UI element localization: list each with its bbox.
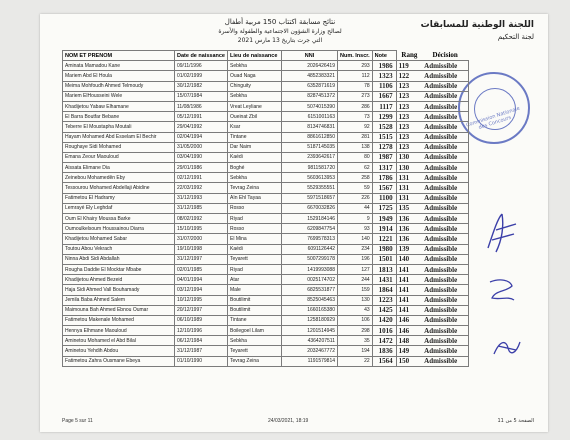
cell-note: 1317 (372, 163, 396, 173)
cell-decision: Admissible (422, 326, 468, 336)
cell-note: 1221 (372, 234, 396, 244)
cell-decision: Admissible (422, 152, 468, 162)
cell-rang: 141 (396, 285, 422, 295)
table-row (63, 254, 469, 264)
cell-inscription: 196 (338, 254, 373, 264)
cell-rang: 148 (396, 336, 422, 346)
header-nni: NNI (282, 51, 338, 61)
cell-inscription: 78 (338, 81, 373, 91)
cell-name: Aminetou Yehdih Abdou (63, 346, 175, 356)
header-name: NOM ET PRENOM (63, 51, 175, 61)
cell-rang: 131 (396, 183, 422, 193)
cell-dob: 29/04/1992 (175, 122, 228, 132)
signature-3 (490, 336, 524, 360)
cell-dob: 05/12/1991 (175, 112, 228, 122)
cell-rang: 123 (396, 132, 422, 142)
cell-inscription: 43 (338, 305, 373, 315)
table-row (63, 152, 469, 162)
cell-pob: Boilegoel Lilam (228, 326, 282, 336)
cell-dob: 29/01/1986 (175, 163, 228, 173)
cell-pob: Sebkha (228, 173, 282, 183)
cell-nni: 1529184146 (282, 214, 338, 224)
table-row (63, 214, 469, 224)
cell-pob: El Mina (228, 234, 282, 244)
header-inscription: Num. Inscr. (338, 51, 373, 61)
cell-dob: 11/08/1986 (175, 101, 228, 111)
cell-rang: 123 (396, 101, 422, 111)
cell-rang: 141 (396, 275, 422, 285)
cell-pob: Dar Naim (228, 142, 282, 152)
cell-inscription: 35 (338, 336, 373, 346)
cell-decision: Admissible (422, 71, 468, 81)
cell-name: Khadijetou Mohamed Sabar (63, 234, 175, 244)
cell-pob: Kaédi (228, 152, 282, 162)
table-row (63, 183, 469, 193)
cell-note: 1567 (372, 183, 396, 193)
cell-pob: Kaédi (228, 244, 282, 254)
table-row (63, 305, 469, 315)
cell-note: 1725 (372, 203, 396, 213)
cell-inscription: 93 (338, 224, 373, 234)
cell-note: 1836 (372, 346, 396, 356)
cell-decision: Admissible (422, 91, 468, 101)
cell-dob: 30/12/1982 (175, 81, 228, 91)
cell-inscription: 234 (338, 244, 373, 254)
cell-pob: Tintane (228, 132, 282, 142)
cell-dob: 22/03/1992 (175, 183, 228, 193)
cell-dob: 08/02/1992 (175, 214, 228, 224)
cell-dob: 31/12/1985 (175, 203, 228, 213)
cell-rang: 135 (396, 203, 422, 213)
cell-note: 1323 (372, 71, 396, 81)
official-stamp (458, 72, 530, 144)
cell-name: Meima Mohfoudh Ahmed Telmoudy (63, 81, 175, 91)
results-table (62, 50, 469, 367)
cell-name: Aminetou Mohamed el Abd Bilal (63, 336, 175, 346)
cell-dob: 03/04/1990 (175, 152, 228, 162)
table-row (63, 264, 469, 274)
cell-name: Mariem ElHousseini Wele (63, 91, 175, 101)
cell-pob: Ksar (228, 122, 282, 132)
table-row (63, 101, 469, 111)
cell-rang: 140 (396, 254, 422, 264)
table-header-row (63, 51, 469, 61)
cell-name: Fatimetou El Hadramy (63, 193, 175, 203)
cell-nni: 1660165380 (282, 305, 338, 315)
cell-inscription: 92 (338, 122, 373, 132)
cell-rang: 141 (396, 305, 422, 315)
cell-pob: Sebkha (228, 336, 282, 346)
cell-dob: 15/10/1995 (175, 224, 228, 234)
cell-nni: 7699578313 (282, 234, 338, 244)
cell-note: 1431 (372, 275, 396, 285)
cell-decision: Admissible (422, 101, 468, 111)
cell-dob: 31/12/1993 (175, 193, 228, 203)
cell-dob: 06/10/1989 (175, 315, 228, 325)
cell-decision: Admissible (422, 305, 468, 315)
cell-inscription: 273 (338, 91, 373, 101)
cell-nni: 8287451372 (282, 91, 338, 101)
cell-pob: Tintane (228, 315, 282, 325)
cell-rang: 131 (396, 193, 422, 203)
cell-pob: Rosso (228, 203, 282, 213)
cell-note: 1278 (372, 142, 396, 152)
cell-note: 1420 (372, 315, 396, 325)
cell-name: Ninna Abdi Sidi Abdallah (63, 254, 175, 264)
cell-decision: Admissible (422, 173, 468, 183)
cell-decision: Admissible (422, 142, 468, 152)
header-dob: Date de naissance (175, 51, 228, 61)
cell-pob: Boghé (228, 163, 282, 173)
cell-pob: Vreat Leyliane (228, 101, 282, 111)
cell-inscription: 286 (338, 101, 373, 111)
cell-decision: Admissible (422, 214, 468, 224)
cell-nni: 1419993088 (282, 264, 338, 274)
cell-dob: 09/11/1996 (175, 61, 228, 71)
cell-rang: 146 (396, 315, 422, 325)
cell-inscription: 106 (338, 315, 373, 325)
cell-inscription: 59 (338, 183, 373, 193)
cell-nni: 2026426419 (282, 61, 338, 71)
cell-name: Lemrayé Ely Leghdaf (63, 203, 175, 213)
cell-dob: 10/12/1995 (175, 295, 228, 305)
cell-rang: 136 (396, 234, 422, 244)
signature-1 (482, 210, 522, 256)
cell-pob: Tevrag Zeina (228, 356, 282, 366)
table-row (63, 142, 469, 152)
cell-name: Fatimetou Makenale Mohamed (63, 315, 175, 325)
cell-inscription: 281 (338, 132, 373, 142)
cell-name: Mariem Abd El Houla (63, 71, 175, 81)
cell-nni: 6670032826 (282, 203, 338, 213)
signature-2 (486, 276, 518, 304)
cell-inscription: 298 (338, 326, 373, 336)
cell-name: Rougha Daddie El Mocktar Mbabe (63, 264, 175, 274)
cell-rang: 136 (396, 214, 422, 224)
header-pob: Lieu de naissance (228, 51, 282, 61)
cell-decision: Admissible (422, 285, 468, 295)
cell-nni: 9811581720 (282, 163, 338, 173)
results-date-arabic: التي جرت بتاريخ 13 مارس 2021 (237, 37, 323, 44)
cell-name: Zeinebou Mohamedên Eby (63, 173, 175, 183)
table-row (63, 163, 469, 173)
cell-decision: Admissible (422, 275, 468, 285)
cell-decision: Admissible (422, 183, 468, 193)
table-row (63, 132, 469, 142)
cell-rang: 149 (396, 346, 422, 356)
table-row (63, 285, 469, 295)
cell-dob: 15/07/1984 (175, 91, 228, 101)
cell-inscription: 130 (338, 295, 373, 305)
cell-dob: 01/10/1990 (175, 356, 228, 366)
cell-nni: 6209847754 (282, 224, 338, 234)
cell-decision: Admissible (422, 224, 468, 234)
cell-decision: Admissible (422, 122, 468, 132)
table-row (63, 81, 469, 91)
cell-decision: Admissible (422, 203, 468, 213)
cell-pob: Riyad (228, 214, 282, 224)
document-page (40, 14, 548, 432)
cell-note: 1223 (372, 295, 396, 305)
cell-rang: 131 (396, 173, 422, 183)
cell-inscription: 44 (338, 203, 373, 213)
table-row (63, 193, 469, 203)
header-note: Note (372, 51, 396, 61)
cell-note: 1528 (372, 122, 396, 132)
cell-decision: Admissible (422, 163, 468, 173)
cell-note: 1980 (372, 244, 396, 254)
cell-name: Oum El Khairy Moussa Barke (63, 214, 175, 224)
cell-nni: 6825531877 (282, 285, 338, 295)
cell-pob: Boutilimit (228, 305, 282, 315)
cell-nni: 6091126442 (282, 244, 338, 254)
cell-decision: Admissible (422, 315, 468, 325)
print-timestamp: 24/03/2021, 18:19 (268, 418, 309, 424)
table-row (63, 356, 469, 366)
cell-inscription: 22 (338, 356, 373, 366)
jury-subtitle-arabic: لجنة التحكيم (497, 33, 534, 41)
cell-note: 1117 (372, 101, 396, 111)
cell-note: 1515 (372, 132, 396, 142)
org-title-arabic: اللجنة الوطنية للمسابقات (420, 20, 534, 30)
cell-pob: Rosso (228, 224, 282, 234)
cell-rang: 139 (396, 244, 422, 254)
cell-nni: 5007299178 (282, 254, 338, 264)
cell-inscription: 9 (338, 214, 373, 224)
cell-nni: 2032467772 (282, 346, 338, 356)
cell-note: 1100 (372, 193, 396, 203)
cell-rang: 123 (396, 142, 422, 152)
cell-name: Haja Sidi Ahmed Vall Bouhamady (63, 285, 175, 295)
table-row (63, 295, 469, 305)
cell-inscription: 244 (338, 275, 373, 285)
cell-nni: 6151001163 (282, 112, 338, 122)
cell-rang: 136 (396, 224, 422, 234)
cell-note: 1986 (372, 61, 396, 71)
cell-dob: 04/01/1994 (175, 275, 228, 285)
cell-nni: 5603613953 (282, 173, 338, 183)
cell-inscription: 112 (338, 71, 373, 81)
cell-decision: Admissible (422, 356, 468, 366)
cell-decision: Admissible (422, 264, 468, 274)
table-row (63, 336, 469, 346)
cell-decision: Admissible (422, 234, 468, 244)
cell-note: 1472 (372, 336, 396, 346)
cell-dob: 20/12/1997 (175, 305, 228, 315)
cell-pob: Male (228, 285, 282, 295)
cell-name: Khadijetou Ahmed Bezeid (63, 275, 175, 285)
cell-inscription: 127 (338, 264, 373, 274)
cell-name: Maimouna Bah Ahmed Ebnou Oumar (63, 305, 175, 315)
cell-name: Aissata Elimane Dia (63, 163, 175, 173)
cell-nni: 5529355551 (282, 183, 338, 193)
cell-decision: Admissible (422, 336, 468, 346)
results-subtitle-arabic: لصالح وزارة الشؤون الاجتماعية والطفولة والأسرة (218, 28, 342, 35)
cell-rang: 150 (396, 356, 422, 366)
table-row (63, 275, 469, 285)
cell-name: El Barra Boutfar Bebane (63, 112, 175, 122)
cell-note: 1016 (372, 326, 396, 336)
cell-pob: Sebkha (228, 91, 282, 101)
table-row (63, 173, 469, 183)
cell-name: Toutou Abou Vekrach (63, 244, 175, 254)
table-row (63, 122, 469, 132)
cell-note: 1667 (372, 91, 396, 101)
cell-name: Khadijetou Yabaw Elhamane (63, 101, 175, 111)
page-number-arabic: الصفحة 5 من 11 (497, 418, 534, 424)
cell-nni: 4852383321 (282, 71, 338, 81)
cell-rang: 130 (396, 163, 422, 173)
cell-note: 1813 (372, 264, 396, 274)
table-row (63, 112, 469, 122)
cell-dob: 01/02/1999 (175, 71, 228, 81)
cell-name: Hayam Mohamed Abd Esselam El Bechir (63, 132, 175, 142)
cell-dob: 12/10/1996 (175, 326, 228, 336)
cell-pob: Tevrag Zeina (228, 183, 282, 193)
cell-rang: 123 (396, 81, 422, 91)
cell-nni: 5187145035 (282, 142, 338, 152)
cell-note: 1949 (372, 214, 396, 224)
cell-rang: 119 (396, 61, 422, 71)
cell-inscription: 258 (338, 173, 373, 183)
cell-rang: 123 (396, 122, 422, 132)
cell-dob: 06/12/1984 (175, 336, 228, 346)
cell-dob: 03/12/1994 (175, 285, 228, 295)
cell-note: 1564 (372, 356, 396, 366)
cell-rang: 122 (396, 71, 422, 81)
cell-inscription: 159 (338, 285, 373, 295)
cell-decision: Admissible (422, 254, 468, 264)
table-row (63, 91, 469, 101)
cell-dob: 31/05/2000 (175, 142, 228, 152)
cell-inscription: 226 (338, 193, 373, 203)
cell-rang: 146 (396, 326, 422, 336)
cell-nni: 1191579814 (282, 356, 338, 366)
cell-inscription: 194 (338, 346, 373, 356)
cell-inscription: 62 (338, 163, 373, 173)
table-row (63, 244, 469, 254)
cell-name: Tessourou Mohamed Abdellaji Abidine (63, 183, 175, 193)
cell-nni: 8861612850 (282, 132, 338, 142)
cell-name: Fatimetou Zahra Ousmane Ebeya (63, 356, 175, 366)
cell-pob: Teyarett (228, 254, 282, 264)
table-row (63, 315, 469, 325)
cell-decision: Admissible (422, 81, 468, 91)
table-row (63, 326, 469, 336)
cell-name: Oumoulkelsoum Houssainou Diarra (63, 224, 175, 234)
cell-name: Hennya Elhmane Maouloud (63, 326, 175, 336)
cell-note: 1106 (372, 81, 396, 91)
cell-decision: Admissible (422, 295, 468, 305)
cell-pob: Atar (228, 275, 282, 285)
cell-rang: 123 (396, 91, 422, 101)
cell-dob: 19/10/1998 (175, 244, 228, 254)
cell-name: Jemila Baba Ahmed Salem (63, 295, 175, 305)
cell-nni: 8525045463 (282, 295, 338, 305)
cell-nni: 5074015390 (282, 101, 338, 111)
cell-note: 1501 (372, 254, 396, 264)
stamp-text: Commission Nationale des Concours (465, 105, 521, 131)
cell-inscription: 138 (338, 142, 373, 152)
cell-pob: Aïn Ehl Tayaa (228, 193, 282, 203)
cell-pob: Oueinat Zbil (228, 112, 282, 122)
cell-note: 1914 (372, 224, 396, 234)
cell-pob: Chinguity (228, 81, 282, 91)
cell-inscription: 140 (338, 234, 373, 244)
results-title-arabic: نتائج مسابقة اكتتاب 150 مربية أطفال (224, 18, 336, 26)
cell-nni: 4364207511 (282, 336, 338, 346)
cell-inscription: 80 (338, 152, 373, 162)
table-body (63, 61, 469, 367)
cell-name: Aminata Mamadou Kane (63, 61, 175, 71)
cell-note: 1299 (372, 112, 396, 122)
cell-note: 1987 (372, 152, 396, 162)
cell-nni: 8134746831 (282, 122, 338, 132)
table-row (63, 203, 469, 213)
cell-inscription: 73 (338, 112, 373, 122)
cell-pob: Teyarett (228, 346, 282, 356)
table-row (63, 224, 469, 234)
cell-dob: 31/07/2000 (175, 234, 228, 244)
cell-nni: 1258180929 (282, 315, 338, 325)
page-number-left: Page 5 sur 11 (62, 418, 93, 424)
cell-decision: Admissible (422, 244, 468, 254)
cell-inscription: 293 (338, 61, 373, 71)
cell-decision: Admissible (422, 346, 468, 356)
cell-note: 1864 (372, 285, 396, 295)
table-row (63, 71, 469, 81)
cell-dob: 02/04/1994 (175, 132, 228, 142)
cell-name: Roughaye Sidi Mohamed (63, 142, 175, 152)
header-decision: Décision (422, 51, 468, 61)
cell-dob: 31/12/1997 (175, 254, 228, 264)
cell-nni: 1201514945 (282, 326, 338, 336)
cell-name: Teberre El Moustapha Moutali (63, 122, 175, 132)
cell-nni: 0025174702 (282, 275, 338, 285)
cell-rang: 141 (396, 295, 422, 305)
cell-pob: Ouad Naga (228, 71, 282, 81)
cell-dob: 02/01/1985 (175, 264, 228, 274)
cell-rang: 141 (396, 264, 422, 274)
cell-decision: Admissible (422, 132, 468, 142)
cell-decision: Admissible (422, 61, 468, 71)
cell-nni: 2393642617 (282, 152, 338, 162)
table-row (63, 346, 469, 356)
cell-pob: Riyad (228, 264, 282, 274)
cell-note: 1425 (372, 305, 396, 315)
header-rang: Rang (396, 51, 422, 61)
cell-dob: 31/12/1987 (175, 346, 228, 356)
cell-pob: Boutilimit (228, 295, 282, 305)
cell-nni: 6352871619 (282, 81, 338, 91)
cell-rang: 130 (396, 152, 422, 162)
cell-pob: Sebkha (228, 61, 282, 71)
cell-dob: 02/12/1991 (175, 173, 228, 183)
cell-name: Emana Zeour Maouloud (63, 152, 175, 162)
cell-nni: 5971518657 (282, 193, 338, 203)
cell-note: 1786 (372, 173, 396, 183)
cell-decision: Admissible (422, 112, 468, 122)
cell-rang: 123 (396, 112, 422, 122)
table-row (63, 234, 469, 244)
cell-decision: Admissible (422, 193, 468, 203)
table-row (63, 61, 469, 71)
